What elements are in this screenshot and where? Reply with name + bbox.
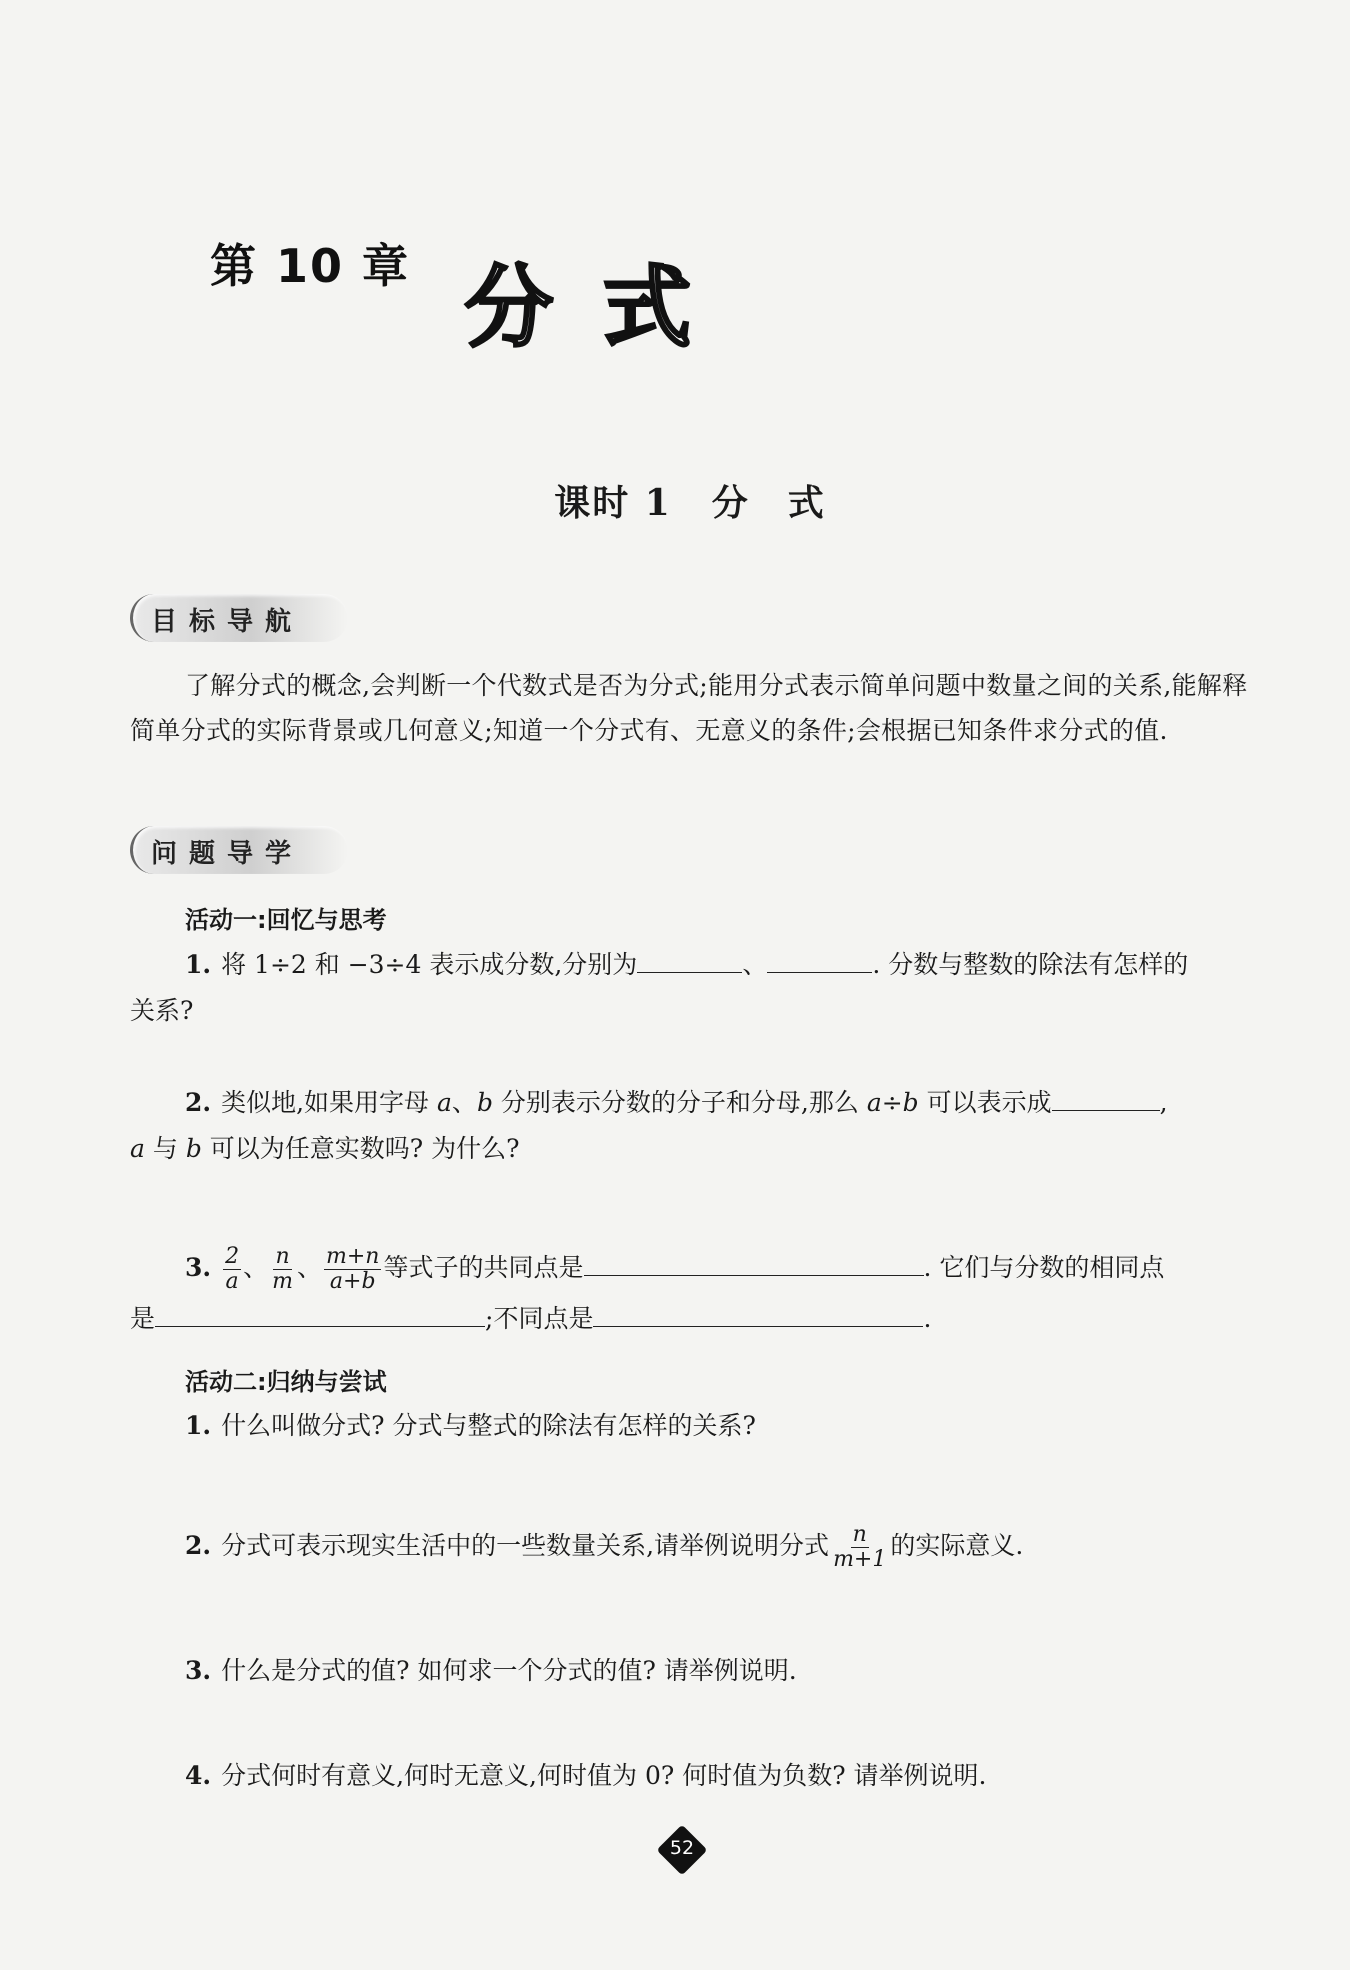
question-text: 可以为任意实数吗? 为什么? — [209, 1134, 520, 1163]
section-badge-goals — [130, 594, 348, 642]
question-text: 与 — [152, 1134, 178, 1163]
question-text: 什么叫做分式? 分式与整式的除法有怎样的关系? — [221, 1411, 756, 1440]
question-number: 2. — [185, 1088, 212, 1117]
fraction: $\frac{m+n}{a+b}$ — [326, 1244, 380, 1294]
separator: 、 — [742, 950, 768, 979]
fraction: $\frac{2}{a}$ — [225, 1244, 240, 1294]
question-text: 等式子的共同点是 — [383, 1253, 584, 1282]
question-number: 2. — [185, 1531, 212, 1560]
activity-1-question-3 — [130, 1240, 1250, 1342]
section-label-goals: 目标导航 — [151, 607, 304, 637]
question-text: 将 1÷2 和 −3÷4 表示成分数,分别为 — [221, 950, 638, 979]
fraction: $\frac{n}{m}$ — [272, 1244, 293, 1294]
question-text: 分别表示分数的分子和分母,那么 — [500, 1088, 859, 1117]
variable: b — [185, 1134, 202, 1163]
question-number: 1. — [185, 950, 212, 979]
lesson-prefix: 课时 1 — [554, 482, 672, 524]
activity-2-title: 活动二:归纳与尝试 — [185, 1368, 387, 1396]
question-text: 关系? — [130, 996, 194, 1025]
goals-paragraph: 了解分式的概念,会判断一个代数式是否为分式;能用分式表示简单问题中数量之间的关系,能解释简单分式的实际背景或几何意义;知道一个分式有、无意义的条件;会根据已知条件求分式的值. — [130, 671, 1248, 745]
answer-blank[interactable] — [637, 946, 742, 973]
question-text: . 分数与整数的除法有怎样的 — [872, 950, 1189, 979]
question-text: 可以表示成 — [926, 1088, 1052, 1117]
activity-2-question-2 — [130, 1518, 1250, 1574]
activity-2-question-3 — [130, 1648, 1250, 1694]
question-text: ;不同点是 — [485, 1304, 594, 1333]
variable: b — [476, 1088, 493, 1117]
fraction: $\frac{n}{m+1}$ — [833, 1522, 887, 1572]
answer-blank[interactable] — [155, 1300, 485, 1327]
separator: , — [1159, 1088, 1168, 1117]
question-text: 是 — [130, 1304, 156, 1333]
question-text: 什么是分式的值? 如何求一个分式的值? 请举例说明. — [221, 1656, 797, 1685]
page-number-badge — [660, 1828, 704, 1872]
answer-blank[interactable] — [593, 1300, 923, 1327]
activity-2-question-1 — [130, 1403, 1250, 1449]
answer-blank[interactable] — [584, 1249, 924, 1276]
section-badge-questions — [130, 826, 348, 874]
activity-1-question-1 — [130, 942, 1250, 1034]
lesson-title — [0, 475, 1350, 526]
separator: 、 — [451, 1088, 477, 1117]
answer-blank[interactable] — [1052, 1084, 1160, 1111]
question-text: 分式何时有意义,何时无意义,何时值为 0? 何时值为负数? 请举例说明. — [221, 1761, 987, 1790]
question-text: 的实际意义. — [890, 1531, 1024, 1560]
activity-1-question-2 — [130, 1080, 1250, 1172]
answer-blank[interactable] — [767, 946, 872, 973]
question-text: 分式可表示现实生活中的一些数量关系,请举例说明分式 — [221, 1531, 830, 1560]
question-number: 4. — [185, 1761, 212, 1790]
separator: 、 — [243, 1253, 269, 1282]
variable: a — [437, 1088, 452, 1117]
chapter-title: 分式 — [465, 256, 742, 359]
question-number: 3. — [185, 1656, 212, 1685]
question-number: 1. — [185, 1411, 212, 1440]
page-number: 52 — [669, 1837, 695, 1859]
question-number: 3. — [185, 1253, 212, 1282]
lesson-name: 分 式 — [711, 482, 826, 524]
question-text: 类似地,如果用字母 — [221, 1088, 430, 1117]
question-text: . — [923, 1304, 932, 1333]
section-label-questions: 问题导学 — [151, 839, 304, 869]
variable: a — [130, 1134, 145, 1163]
separator: 、 — [297, 1253, 323, 1282]
chapter-label: 第 10 章 — [210, 239, 411, 293]
expression: a÷b — [866, 1088, 919, 1117]
activity-2-question-4 — [130, 1753, 1250, 1799]
activity-1-title: 活动一:回忆与思考 — [185, 906, 387, 934]
question-text: . 它们与分数的相同点 — [923, 1253, 1165, 1282]
